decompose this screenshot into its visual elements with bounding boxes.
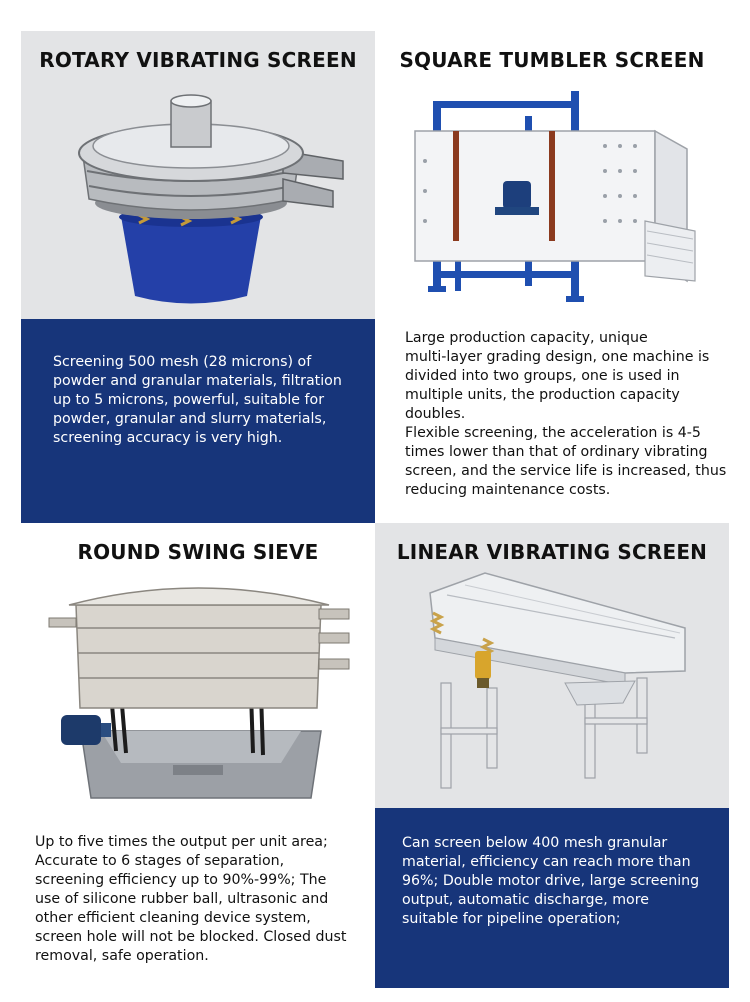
rotary-vibrating-screen-image	[21, 31, 375, 319]
description-line: Can screen below 400 mesh granular	[402, 835, 668, 851]
panel-linear-vibrating-screen	[375, 523, 729, 808]
description-line: powder, granular and slurry materials,	[53, 411, 327, 427]
linear-vibrating-screen-description-box	[375, 808, 729, 988]
description-line: Large production capacity, unique	[405, 330, 648, 346]
description-line: divided into two groups, one is used in	[405, 368, 680, 384]
round-swing-sieve-description	[35, 833, 346, 966]
square-tumbler-title: SQUARE TUMBLER SCREEN	[399, 48, 705, 72]
description-line: doubles.	[405, 406, 466, 422]
linear-vibrating-screen-title: LINEAR VIBRATING SCREEN	[396, 540, 708, 564]
description-line: 96%; Double motor drive, large screening	[402, 873, 700, 889]
description-line: Screening 500 mesh (28 microns) of	[53, 354, 312, 370]
panel-square-tumbler-screen	[375, 31, 729, 319]
description-line: up to 5 microns, powerful, suitable for	[53, 392, 325, 408]
description-line: removal, safe operation.	[35, 948, 209, 964]
description-line: reducing maintenance costs.	[405, 482, 611, 498]
round-swing-sieve-title: ROUND SWING SIEVE	[77, 540, 319, 564]
description-line: use of silicone rubber ball, ultrasonic and	[35, 891, 329, 907]
description-line: screening accuracy is very high.	[53, 430, 283, 446]
description-line: screen, and the service life is increased, thus	[405, 463, 727, 479]
description-line: output, automatic discharge, more	[402, 892, 649, 908]
linear-vibrating-screen-image	[375, 523, 729, 808]
panel-rotary-vibrating-screen	[21, 31, 375, 319]
round-swing-sieve-image	[21, 523, 375, 808]
round-swing-sieve-description-box	[21, 808, 375, 988]
square-tumbler-screen-image	[375, 31, 729, 319]
panel-round-swing-sieve	[21, 523, 375, 808]
square-tumbler-description	[405, 329, 726, 500]
description-line: screen hole will not be blocked. Closed dust	[35, 929, 347, 945]
description-line: Up to five times the output per unit area;	[35, 834, 328, 850]
rotary-description	[53, 353, 342, 448]
rotary-screen-title: ROTARY VIBRATING SCREEN	[39, 48, 357, 72]
description-line: multiple units, the production capacity	[405, 387, 680, 403]
description-line: material, efficiency can reach more than	[402, 854, 691, 870]
description-line: times lower than that of ordinary vibrating	[405, 444, 708, 460]
description-line: other efficient cleaning device system,	[35, 910, 311, 926]
description-line: powder and granular materials, filtration	[53, 373, 342, 389]
description-line: suitable for pipeline operation;	[402, 911, 621, 927]
description-line: Accurate to 6 stages of separation,	[35, 853, 285, 869]
square-tumbler-description-box	[375, 319, 729, 523]
rotary-description-box	[21, 319, 375, 523]
description-line: screening efficiency up to 90%-99%; The	[35, 872, 327, 888]
description-line: Flexible screening, the acceleration is 4-5	[405, 425, 701, 441]
description-line: multi-layer grading design, one machine is	[405, 349, 710, 365]
linear-vibrating-screen-description	[402, 834, 699, 929]
